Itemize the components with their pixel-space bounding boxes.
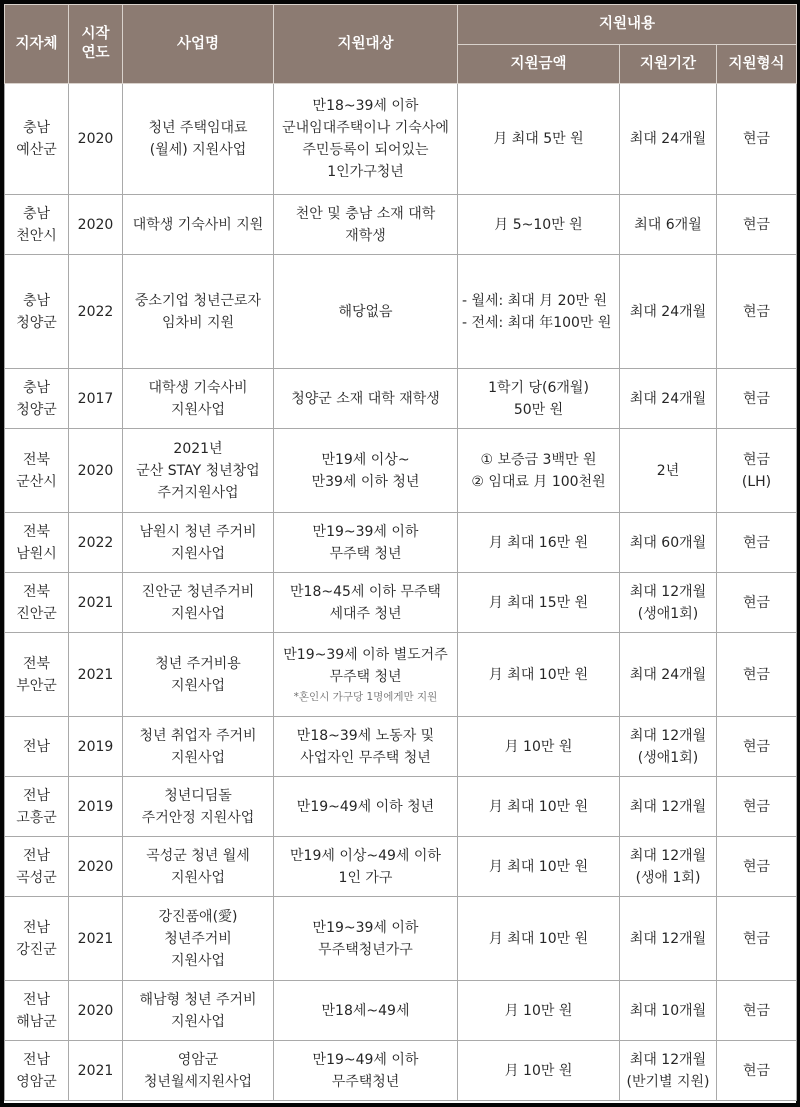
cell-region-line: 곡성군 [16,869,57,886]
cell-target-line: 해당없음 [338,303,393,320]
cell-form [717,777,797,837]
cell-year: 2022 [69,255,123,369]
table-row [5,777,797,837]
cell-program-line: 청년디딤돌 [164,787,232,804]
cell-program-line: 곡성군 청년 월세 [146,847,250,864]
cell-year: 2019 [69,717,123,777]
cell-target [274,981,458,1041]
cell-region-line: 전남 [22,919,51,936]
cell-amount-line: - 월세: 최대 月 20만 원 [462,292,607,309]
cell-region [5,513,69,573]
cell-target [274,84,458,195]
cell-form-line: (LH) [741,473,772,490]
cell-program [123,573,274,633]
cell-target-line: 1인가구청년 [327,164,404,180]
header-start-year-line1: 시작 [81,26,110,42]
cell-program-line: 영암군 [177,1051,219,1068]
cell-target-line: 천안 및 충남 소재 대학 [295,205,436,222]
cell-amount-line: ② 임대료 月 100천원 [471,473,606,490]
cell-period-line: (생애1회) [637,749,699,766]
table-row [5,369,797,429]
cell-program-line: 청년 주택임대료 [148,120,248,136]
cell-program-line: 주거지원사업 [157,484,239,501]
cell-amount [458,429,620,513]
cell-period-line: 최대 12개월 [629,798,707,815]
cell-program-line: 강진품애(愛) [158,908,238,925]
cell-period [620,1041,717,1101]
cell-target [274,777,458,837]
cell-form [717,573,797,633]
cell-year: 2021 [69,573,123,633]
cell-target [274,1041,458,1101]
cell-region-line: 천안시 [16,227,57,244]
cell-year: 2020 [69,981,123,1041]
cell-program-line: 청년월세지원사업 [143,1073,253,1090]
cell-period [620,717,717,777]
cell-region-line: 전남 [22,847,51,864]
cell-region-line: 진안군 [16,605,57,622]
cell-form [717,981,797,1041]
table-row [5,429,797,513]
cell-amount [458,84,620,195]
cell-target-line: 세대주 청년 [329,605,402,622]
cell-form [717,717,797,777]
cell-amount [458,513,620,573]
cell-amount-line: 50만 원 [513,401,564,418]
header-period: 지원기간 [620,45,717,84]
cell-region-line: 전북 [22,451,51,468]
cell-region [5,255,69,369]
cell-period [620,195,717,255]
table-row [5,837,797,897]
cell-program-line: 지원사업 [170,749,226,766]
youth-housing-support-table [4,4,797,1101]
cell-year: 2019 [69,777,123,837]
cell-region-line: 예산군 [16,142,57,158]
cell-target [274,837,458,897]
cell-region-line: 전북 [22,523,51,540]
cell-region [5,195,69,255]
cell-amount-line: 月 최대 10만 원 [488,930,589,947]
cell-target [274,513,458,573]
table-row [5,717,797,777]
cell-amount [458,255,620,369]
cell-region [5,777,69,837]
header-amount: 지원금액 [458,45,620,84]
cell-target-line: 만19~49세 이하 청년 [296,798,435,815]
cell-period [620,633,717,717]
header-start-year-line2: 연도 [81,45,110,61]
header-start-year [69,5,123,84]
table-row [5,633,797,717]
cell-amount-line: ① 보증금 3백만 원 [480,451,597,468]
cell-region-line: 청양군 [16,314,57,331]
cell-amount-line: 月 5~10만 원 [494,216,583,233]
cell-amount [458,777,620,837]
cell-period [620,981,717,1041]
cell-program [123,195,274,255]
cell-target-line: 무주택 청년 [329,668,402,685]
cell-region [5,633,69,717]
cell-amount-line: 月 최대 10만 원 [488,858,589,875]
cell-target-line: 만18세~49세 [321,1002,410,1019]
cell-region-line: 충남 [22,292,51,309]
cell-program-line: 임차비 지원 [161,314,235,331]
cell-form-line: 현금 [742,930,771,947]
cell-form-line: 현금 [742,798,771,815]
cell-region-line: 청양군 [16,401,57,418]
cell-year: 2020 [69,429,123,513]
cell-year: 2021 [69,1041,123,1101]
cell-program [123,777,274,837]
cell-period-line: (반기별 지원) [626,1073,710,1090]
cell-program-line: 지원사업 [170,545,226,562]
cell-program-line: 지원사업 [170,677,226,694]
cell-period [620,573,717,633]
cell-region [5,897,69,981]
cell-target-line: 만18~45세 이하 무주택 [290,583,441,600]
cell-region [5,837,69,897]
table-frame [4,4,796,1103]
cell-form [717,429,797,513]
cell-region [5,1041,69,1101]
cell-amount [458,573,620,633]
cell-year: 2020 [69,84,123,195]
cell-amount-line: 月 최대 15만 원 [488,594,589,611]
cell-target-line: 만19~49세 이하 [312,1051,419,1068]
table-row [5,255,797,369]
cell-program [123,1041,274,1101]
cell-target [274,195,458,255]
cell-program-line: 지원사업 [170,1013,226,1030]
cell-period-line: 최대 24개월 [629,303,707,320]
cell-region [5,429,69,513]
cell-region-line: 부안군 [16,677,57,694]
cell-amount [458,369,620,429]
cell-form [717,1041,797,1101]
cell-amount-line: 月 최대 16만 원 [488,534,589,551]
cell-region-line: 전남 [22,787,51,804]
cell-form-line: 현금 [742,666,771,683]
cell-amount-line: - 전세: 최대 年100만 원 [462,314,612,331]
cell-amount [458,981,620,1041]
cell-region-line: 강진군 [16,941,57,958]
cell-period [620,777,717,837]
cell-year: 2020 [69,837,123,897]
table-row [5,195,797,255]
cell-program-line: 지원사업 [170,869,226,886]
cell-period-line: (생애1회) [637,605,699,622]
cell-region [5,84,69,195]
cell-form-line: 현금 [742,1062,771,1079]
cell-amount [458,837,620,897]
cell-program-line: 주거안정 지원사업 [141,809,255,826]
cell-program-line: (월세) 지원사업 [149,142,247,158]
cell-target-line: 주민등록이 되어있는 [302,142,429,158]
header-program: 사업명 [123,5,274,84]
cell-target-line: 1인 가구 [338,869,393,886]
cell-target [274,633,458,717]
cell-form-line: 현금 [742,390,771,407]
cell-amount-line: 月 10만 원 [504,738,573,755]
cell-period-line: 최대 12개월 [629,583,707,600]
cell-form [717,195,797,255]
cell-amount-line: 月 최대 10만 원 [488,666,589,683]
cell-form [717,513,797,573]
cell-region [5,717,69,777]
cell-form-line: 현금 [742,451,771,468]
cell-form-line: 현금 [742,303,771,320]
cell-region-line: 군산시 [16,473,57,490]
cell-form-line: 현금 [742,738,771,755]
cell-period-line: 2년 [656,462,680,479]
cell-target [274,573,458,633]
header-form: 지원형식 [717,45,797,84]
cell-region-line: 영암군 [16,1073,57,1090]
cell-target-line: 무주택 청년 [329,545,402,562]
cell-target [274,255,458,369]
cell-target-line: 무주택청년 [331,1073,400,1090]
table-row [5,573,797,633]
cell-program-line: 지원사업 [170,401,226,418]
table-header [5,5,797,84]
cell-region-line: 전북 [22,655,51,672]
cell-region-line: 전남 [22,991,51,1008]
cell-target [274,429,458,513]
cell-program-line: 대학생 기숙사비 지원 [132,216,264,233]
cell-program-line: 진안군 청년주거비 [141,583,255,600]
cell-program [123,633,274,717]
cell-period-line: 최대 12개월 [629,727,707,744]
cell-target-line: 만19~39세 이하 별도거주 [283,646,448,663]
cell-program-line: 지원사업 [170,952,226,969]
cell-amount [458,195,620,255]
cell-program-line: 청년 주거비용 [155,655,241,672]
cell-program [123,369,274,429]
cell-target-line: 만19~39세 이하 [312,523,419,540]
header-region: 지자체 [5,5,69,84]
header-support: 지원내용 [458,5,797,45]
table-row [5,1041,797,1101]
cell-program [123,429,274,513]
cell-target [274,717,458,777]
cell-target-line: 만39세 이하 청년 [311,473,420,490]
cell-period [620,837,717,897]
cell-period [620,369,717,429]
cell-program-line: 남원시 청년 주거비 [139,523,257,540]
cell-target-line: 재학생 [345,227,386,244]
cell-target [274,369,458,429]
cell-form-line: 현금 [742,858,771,875]
cell-amount [458,897,620,981]
cell-period-line: 최대 24개월 [629,666,707,683]
cell-program-line: 청년 취업자 주거비 [139,727,257,744]
cell-program [123,717,274,777]
cell-period [620,513,717,573]
cell-year: 2021 [69,633,123,717]
cell-target-line: 만19~39세 이하 [312,919,419,936]
cell-program-line: 청년주거비 [164,930,232,947]
cell-program-line: 대학생 기숙사비 [148,379,248,396]
cell-program-line: 지원사업 [170,605,226,622]
cell-period-line: 최대 24개월 [629,390,707,407]
cell-program-line: 해남형 청년 주거비 [139,991,257,1008]
cell-region [5,369,69,429]
cell-region-line: 전남 [22,1051,51,1068]
cell-program-line: 2021년 [173,440,223,457]
cell-amount [458,633,620,717]
cell-target-line: 군내임대주택이나 기숙사에 [282,120,449,136]
cell-region [5,981,69,1041]
table-row [5,513,797,573]
cell-amount [458,717,620,777]
cell-period [620,255,717,369]
cell-region-line: 충남 [22,379,51,396]
cell-target-line: 청양군 소재 대학 재학생 [291,390,440,407]
cell-amount-line: 月 최대 10만 원 [488,798,589,815]
cell-program [123,897,274,981]
cell-form-line: 현금 [742,594,771,611]
cell-amount [458,1041,620,1101]
cell-year: 2017 [69,369,123,429]
table-body [5,84,797,1101]
cell-period-line: 최대 12개월 [629,847,707,864]
cell-period-line: (생애 1회) [635,869,701,886]
cell-form [717,837,797,897]
cell-program [123,255,274,369]
cell-period-line: 최대 60개월 [629,534,707,551]
cell-program [123,84,274,195]
cell-program [123,837,274,897]
cell-region-line: 해남군 [16,1013,57,1030]
header-target: 지원대상 [274,5,458,84]
cell-form-line: 현금 [742,1002,771,1019]
cell-year: 2020 [69,195,123,255]
cell-form-line: 현금 [742,216,771,233]
cell-period-line: 최대 12개월 [629,930,707,947]
table-row [5,981,797,1041]
cell-program-line: 중소기업 청년근로자 [134,292,262,309]
cell-target-line: 만18~39세 노동자 및 [296,727,435,744]
cell-program [123,981,274,1041]
cell-region-line: 전북 [22,583,51,600]
cell-region-line: 전남 [22,738,51,755]
cell-region-line: 충남 [22,205,51,222]
cell-program-line: 군산 STAY 청년창업 [136,462,260,479]
cell-region [5,573,69,633]
cell-form [717,897,797,981]
cell-program [123,513,274,573]
table-row [5,84,797,195]
cell-period-line: 최대 12개월 [629,1051,707,1068]
cell-target-line: 만19세 이상~49세 이하 [290,847,441,864]
cell-amount-line: 月 10만 원 [504,1062,573,1079]
cell-form [717,633,797,717]
cell-form [717,369,797,429]
cell-period-line: 최대 6개월 [634,216,702,233]
cell-target-note: *혼인시 가구당 1명에게만 지원 [293,690,438,703]
cell-form [717,255,797,369]
cell-target-line: 무주택청년가구 [318,941,413,958]
cell-region-line: 충남 [22,120,51,136]
cell-period-line: 최대 10개월 [629,1002,707,1019]
cell-target [274,897,458,981]
cell-form-line: 현금 [742,534,771,551]
cell-period [620,84,717,195]
cell-year: 2022 [69,513,123,573]
cell-amount-line: 月 최대 5만 원 [493,131,584,147]
cell-target-line: 사업자인 무주택 청년 [300,749,431,766]
cell-year: 2021 [69,897,123,981]
cell-region-line: 고흥군 [16,809,57,826]
cell-period [620,897,717,981]
cell-target-line: 만18~39세 이하 [312,98,419,114]
cell-amount-line: 1학기 당(6개월) [488,379,589,396]
cell-amount-line: 月 10만 원 [504,1002,573,1019]
cell-target-line: 만19세 이상~ [321,451,410,468]
cell-period-line: 최대 24개월 [629,131,707,147]
cell-form [717,84,797,195]
cell-period [620,429,717,513]
table-row [5,897,797,981]
cell-form-line: 현금 [742,131,771,147]
cell-region-line: 남원시 [16,545,57,562]
